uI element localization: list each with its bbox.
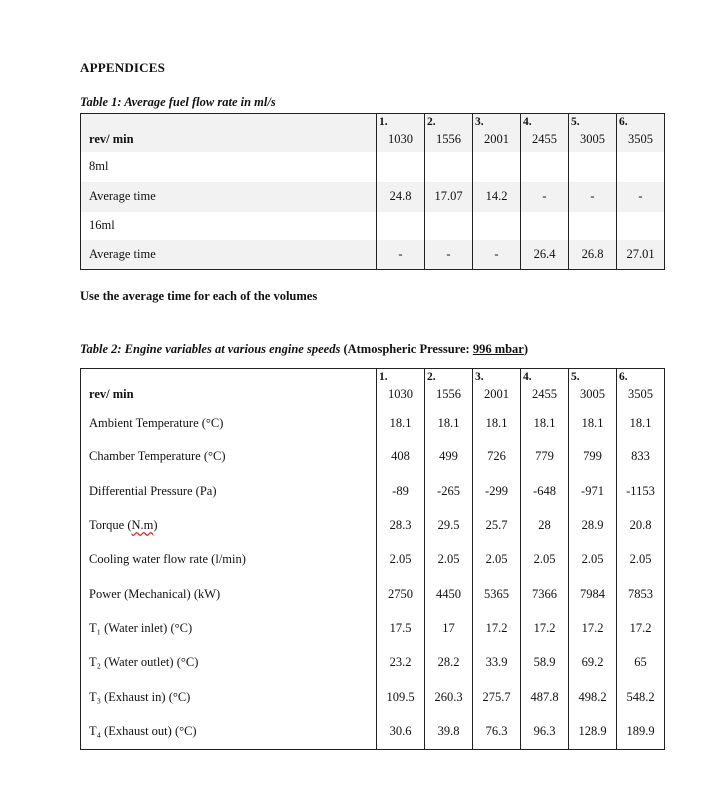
row-label: Average time <box>81 240 377 270</box>
cell: 26.8 <box>569 240 617 270</box>
appendices-heading: APPENDICES <box>80 60 166 75</box>
table-row <box>81 474 665 509</box>
cell: 109.5 <box>377 680 425 715</box>
cell: 25.7 <box>473 509 521 543</box>
cell: 17.2 <box>473 612 521 646</box>
cell: 23.2 <box>377 646 425 680</box>
cell: 28.9 <box>569 509 617 543</box>
cell: 26.4 <box>521 240 569 270</box>
cell: 4450 <box>425 577 473 612</box>
cell <box>473 152 521 182</box>
row-label: T₄ (Exhaust out) (°C) <box>81 715 377 750</box>
table-row <box>81 182 665 212</box>
cell <box>425 152 473 182</box>
row-label: 16ml <box>81 212 377 240</box>
col-4: 4. 2455 <box>521 114 569 152</box>
cell: 498.2 <box>569 680 617 715</box>
table-row <box>81 369 665 407</box>
row-label: Differential Pressure (Pa) <box>81 474 377 509</box>
row-header-label: rev/ min <box>81 114 377 152</box>
cell <box>521 152 569 182</box>
cell: 260.3 <box>425 680 473 715</box>
cell: 275.7 <box>473 680 521 715</box>
cell: -299 <box>473 474 521 509</box>
cell: 58.9 <box>521 646 569 680</box>
cell: 5365 <box>473 577 521 612</box>
row-label: Torque (N.m) <box>81 509 377 543</box>
row-label: Ambient Temperature (°C) <box>81 407 377 440</box>
cell: 2.05 <box>569 543 617 577</box>
cell: - <box>473 240 521 270</box>
cell: - <box>377 240 425 270</box>
cell: 799 <box>569 440 617 474</box>
cell: -1153 <box>617 474 665 509</box>
table-row <box>81 646 665 680</box>
cell: 2.05 <box>617 543 665 577</box>
cell <box>617 152 665 182</box>
cell: 28 <box>521 509 569 543</box>
col-3: 3. 2001 <box>473 114 521 152</box>
cell: 17.5 <box>377 612 425 646</box>
cell: 24.8 <box>377 182 425 212</box>
cell: 33.9 <box>473 646 521 680</box>
cell: -971 <box>569 474 617 509</box>
table1-note: Use the average time for each of the volumes <box>80 289 318 303</box>
col-1: 1. 1030 <box>377 369 425 407</box>
col-3: 3. 2001 <box>473 369 521 407</box>
cell: 2.05 <box>473 543 521 577</box>
cell: 7366 <box>521 577 569 612</box>
cell <box>377 212 425 240</box>
col-6: 6. 3505 <box>617 114 665 152</box>
cell <box>521 212 569 240</box>
cell: 128.9 <box>569 715 617 750</box>
cell: 18.1 <box>425 407 473 440</box>
cell: 30.6 <box>377 715 425 750</box>
cell: 779 <box>521 440 569 474</box>
col-6: 6. 3505 <box>617 369 665 407</box>
row-label: 8ml <box>81 152 377 182</box>
cell: 28.3 <box>377 509 425 543</box>
cell: 2.05 <box>377 543 425 577</box>
cell: - <box>569 182 617 212</box>
row-label: T₃ (Exhaust in) (°C) <box>81 680 377 715</box>
cell <box>617 212 665 240</box>
row-label: Average time <box>81 182 377 212</box>
cell: 2750 <box>377 577 425 612</box>
table-row <box>81 509 665 543</box>
row-label: Cooling water flow rate (l/min) <box>81 543 377 577</box>
cell: -265 <box>425 474 473 509</box>
table1-caption: Table 1: Average fuel flow rate in ml/s <box>80 95 276 109</box>
table-row <box>81 114 665 152</box>
cell <box>569 212 617 240</box>
cell: 499 <box>425 440 473 474</box>
cell: 833 <box>617 440 665 474</box>
cell: - <box>521 182 569 212</box>
col-2: 2. 1556 <box>425 114 473 152</box>
cell: 18.1 <box>617 407 665 440</box>
cell <box>569 152 617 182</box>
fuel-flow-table <box>80 113 665 270</box>
table-row <box>81 577 665 612</box>
cell: 17.07 <box>425 182 473 212</box>
table-row <box>81 612 665 646</box>
row-label: Power (Mechanical) (kW) <box>81 577 377 612</box>
cell: 17.2 <box>521 612 569 646</box>
table-row <box>81 240 665 270</box>
row-label: Chamber Temperature (°C) <box>81 440 377 474</box>
cell: 487.8 <box>521 680 569 715</box>
cell: 17.2 <box>617 612 665 646</box>
cell: 7984 <box>569 577 617 612</box>
cell: 29.5 <box>425 509 473 543</box>
cell: 76.3 <box>473 715 521 750</box>
table-row <box>81 543 665 577</box>
cell: 17 <box>425 612 473 646</box>
cell: 2.05 <box>425 543 473 577</box>
col-1: 1. 1030 <box>377 114 425 152</box>
col-2: 2. 1556 <box>425 369 473 407</box>
cell: 18.1 <box>473 407 521 440</box>
cell: 7853 <box>617 577 665 612</box>
table-row <box>81 680 665 715</box>
cell: 39.8 <box>425 715 473 750</box>
cell: 20.8 <box>617 509 665 543</box>
row-label: T₂ (Water outlet) (°C) <box>81 646 377 680</box>
col-5: 5. 3005 <box>569 114 617 152</box>
cell: 65 <box>617 646 665 680</box>
row-label: T₁ (Water inlet) (°C) <box>81 612 377 646</box>
table2-caption: Table 2: Engine variables at various engine speeds (Atmospheric Pressure: 996 mbar) <box>80 342 529 356</box>
cell: 17.2 <box>569 612 617 646</box>
cell: 189.9 <box>617 715 665 750</box>
cell: - <box>617 182 665 212</box>
table-row <box>81 407 665 440</box>
cell: 18.1 <box>521 407 569 440</box>
cell: 96.3 <box>521 715 569 750</box>
col-5: 5. 3005 <box>569 369 617 407</box>
table-row <box>81 152 665 182</box>
cell: 18.1 <box>569 407 617 440</box>
table-row <box>81 440 665 474</box>
col-4: 4. 2455 <box>521 369 569 407</box>
table-row <box>81 715 665 750</box>
cell: 2.05 <box>521 543 569 577</box>
cell: 18.1 <box>377 407 425 440</box>
table-row <box>81 212 665 240</box>
cell: 27.01 <box>617 240 665 270</box>
cell: 14.2 <box>473 182 521 212</box>
cell: - <box>425 240 473 270</box>
cell: 726 <box>473 440 521 474</box>
cell: 69.2 <box>569 646 617 680</box>
row-header-label: rev/ min <box>81 369 377 407</box>
cell: 548.2 <box>617 680 665 715</box>
cell <box>473 212 521 240</box>
cell: 28.2 <box>425 646 473 680</box>
cell <box>425 212 473 240</box>
cell: 408 <box>377 440 425 474</box>
cell: -89 <box>377 474 425 509</box>
cell <box>377 152 425 182</box>
engine-variables-table <box>80 368 665 750</box>
cell: -648 <box>521 474 569 509</box>
